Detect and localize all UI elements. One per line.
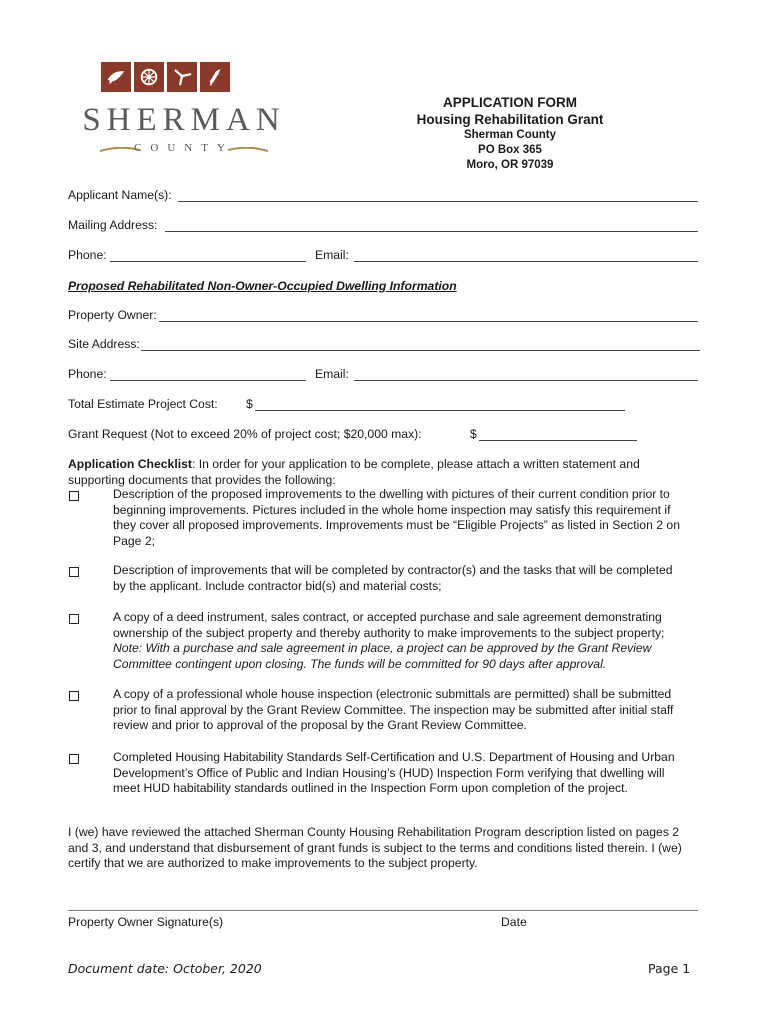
fish-icon xyxy=(101,62,131,92)
checklist-item-3 xyxy=(113,610,664,672)
certification-line: certify that we are authorized to make improvements to the subject property. xyxy=(68,856,478,871)
checklist-item-4-line: A copy of a professional whole house inspection (electronic submittals are permitted) shall be submitted xyxy=(113,687,672,701)
form-title: APPLICATION FORM xyxy=(443,95,577,110)
checklist-item-4-line: prior to final approval by the Grant Review Committee. The inspection may be submitted after initial staff xyxy=(113,702,674,717)
grant-request-field[interactable] xyxy=(479,440,637,441)
checklist-item-1-line: beginning improvements. Pictures included in the whole home inspection may satisfy this requirement if xyxy=(113,502,671,517)
sherman-county-logo xyxy=(68,58,300,158)
checklist-item-5-line: Development’s Office of Public and Indian Housing’s (HUD) Inspection Form verifying that dwelling will xyxy=(113,765,665,780)
page-number: Page 1 xyxy=(648,961,691,976)
logo-county: COUNTY xyxy=(134,142,234,154)
checklist-intro-2: supporting documents that provides the following: xyxy=(68,472,336,487)
org-address-1: PO Box 365 xyxy=(478,144,542,156)
site-address-label: Site Address: xyxy=(68,337,140,351)
grant-request-dollar: $ xyxy=(470,427,477,441)
project-cost-label: Total Estimate Project Cost: xyxy=(68,397,218,411)
mailing-address-field[interactable] xyxy=(165,231,698,232)
checklist-item-1 xyxy=(113,487,680,549)
checklist-item-2 xyxy=(113,563,673,594)
checklist-checkbox-4[interactable] xyxy=(69,691,79,701)
site-address-field[interactable] xyxy=(141,350,700,351)
checklist-intro xyxy=(68,457,640,488)
property-owner-field[interactable] xyxy=(159,321,698,322)
project-cost-dollar: $ xyxy=(246,397,253,411)
property-phone-label: Phone: xyxy=(68,367,107,381)
property-email-field[interactable] xyxy=(354,380,698,381)
certification-line: I (we) have reviewed the attached Sherman County Housing Rehabilitation Program description listed on pages 2 xyxy=(68,825,680,839)
checklist-checkbox-5[interactable] xyxy=(69,754,79,764)
checklist-item-4 xyxy=(113,687,673,734)
date-label: Date xyxy=(501,915,527,929)
certification-line: and 3, and understand that disbursement of grant funds is subject to the terms and conditions listed therein. I (we) xyxy=(68,840,682,855)
project-cost-field[interactable] xyxy=(255,410,625,411)
mailing-address-label: Mailing Address: xyxy=(68,218,158,232)
checklist-title: Application Checklist xyxy=(68,457,192,471)
checklist-item-3-line: ownership of the subject property and thereby authority to make improvements to the subject property; xyxy=(113,625,665,640)
checklist-item-3-line: A copy of a deed instrument, sales contract, or accepted purchase and sale agreement demonstrating xyxy=(113,610,662,624)
applicant-name-label: Applicant Name(s): xyxy=(68,188,172,202)
property-phone-field[interactable] xyxy=(110,380,306,381)
checklist-checkbox-3[interactable] xyxy=(69,614,79,624)
applicant-name-field[interactable] xyxy=(178,201,698,202)
checklist-item-1-line: Page 2; xyxy=(113,533,156,548)
checklist-item-3-note: Note: With a purchase and sale agreement in place, a project can be approved by the Grant Review xyxy=(113,641,652,656)
logo-wordmark: SHERMAN xyxy=(82,102,286,138)
applicant-email-field[interactable] xyxy=(354,261,698,262)
checklist-item-3-note: Committee contingent upon closing. The funds will be committed for 90 days after approval. xyxy=(113,656,607,671)
checklist-item-5 xyxy=(113,750,675,797)
checklist-item-5-line: Completed Housing Habitability Standards Self-Certification and U.S. Department of Housing and Urban xyxy=(113,750,675,764)
document-date: Document date: October, 2020 xyxy=(68,961,262,976)
checklist-intro-1: : In order for your application to be complete, please attach a written statement and xyxy=(191,457,640,471)
property-owner-label: Property Owner: xyxy=(68,308,157,322)
signature-line[interactable] xyxy=(68,910,698,911)
grant-request-label: Grant Request (Not to exceed 20% of project cost; $20,000 max): xyxy=(68,427,422,441)
property-email-label: Email: xyxy=(315,367,349,381)
checklist-item-1-line: Description of the proposed improvements to the dwelling with pictures of their current condition prior to xyxy=(113,487,670,501)
swoosh-right-icon xyxy=(228,147,268,152)
checklist-checkbox-1[interactable] xyxy=(69,491,79,501)
property-section-title: Proposed Rehabilitated Non-Owner-Occupied Dwelling Information xyxy=(68,279,457,293)
checklist-checkbox-2[interactable] xyxy=(69,567,79,577)
applicant-phone-label: Phone: xyxy=(68,248,107,262)
owner-signature-label: Property Owner Signature(s) xyxy=(68,915,224,929)
wheat-icon xyxy=(200,62,230,92)
certification-statement xyxy=(68,825,682,872)
checklist-item-4-line: review and prior to approval of the proposal by the Grant Review Committee. xyxy=(113,718,527,733)
checklist-item-1-line: they cover all proposed improvements. Improvements must be “Eligible Projects” as listed in Section 2 on xyxy=(113,518,680,533)
org-name: Sherman County xyxy=(463,129,556,141)
checklist-item-2-line: by the applicant. Include contractor bid(s) and material costs; xyxy=(113,578,442,593)
checklist-item-2-line: Description of improvements that will be completed by contractor(s) and the tasks that will be completed xyxy=(113,563,673,577)
form-header xyxy=(380,94,640,173)
applicant-email-label: Email: xyxy=(315,248,349,262)
wagon-wheel-icon xyxy=(134,62,164,92)
form-subtitle: Housing Rehabilitation Grant xyxy=(416,112,604,127)
wind-turbine-icon xyxy=(167,62,197,92)
checklist-item-5-line: meet HUD habitability standards outlined in the Inspection Form upon completion of the project. xyxy=(113,781,628,796)
org-address-2: Moro, OR 97039 xyxy=(466,159,554,171)
applicant-phone-field[interactable] xyxy=(110,261,306,262)
